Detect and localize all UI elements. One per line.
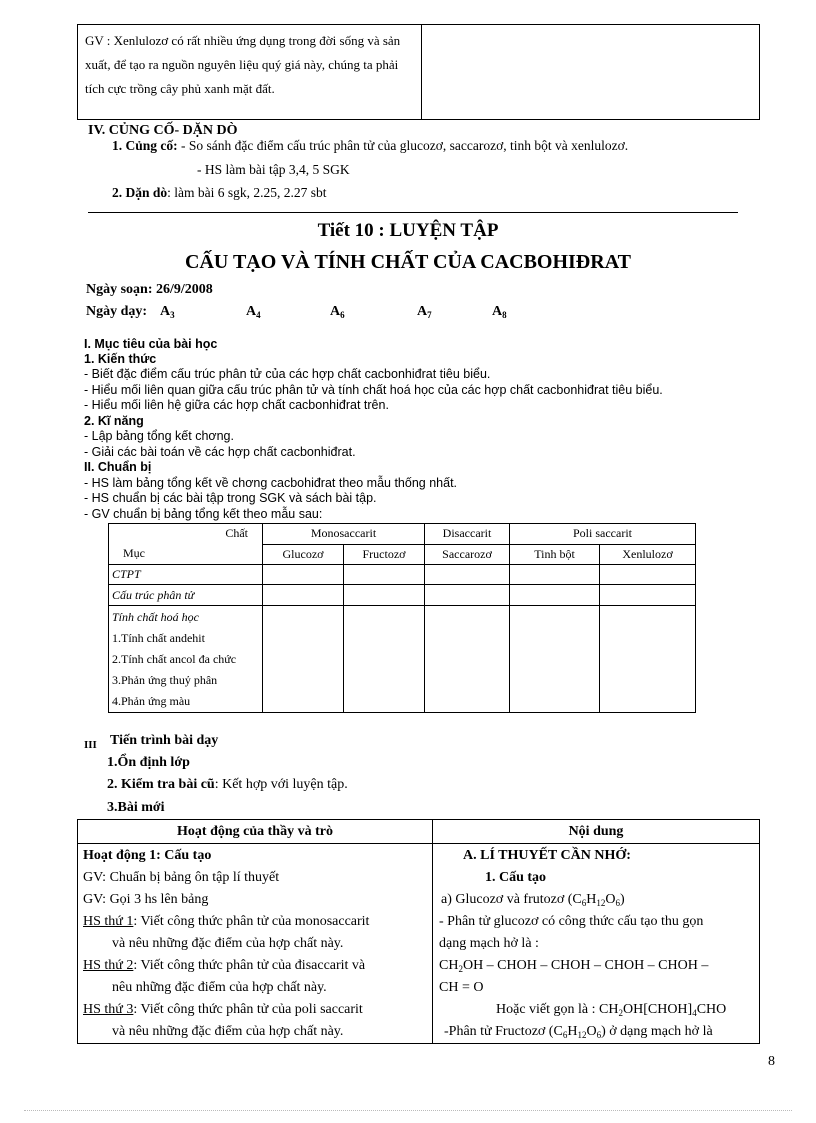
lesson-subtitle: CẤU TẠO VÀ TÍNH CHẤT CỦA CACBOHIĐRAT — [185, 251, 631, 273]
class-a3: $A_3$ — [160, 304, 175, 320]
group-header: Monosaccarit — [263, 524, 425, 545]
class-a6: $A_6$ — [330, 304, 345, 320]
dando-label: 2. Dặn dò — [112, 185, 168, 200]
kienthuc-item: - Hiểu mối liên quan giữa cấu trúc phân tử và tính chất hoá học của các hợp chất cacbonhiđrat tiêu biểu. — [84, 383, 663, 397]
column-header: Fructozơ — [344, 544, 425, 565]
step-1: 1.Ổn định lớp — [107, 755, 190, 770]
lesson-table — [77, 819, 760, 1044]
chuanbi-item: - HS làm bảng tổng kết về chơng cacbohiđrat theo mẫu thống nhất. — [84, 476, 458, 490]
hs2-line: HS thứ 2: Viết công thức phân tử của đisaccarit và — [83, 958, 366, 973]
lesson-title: Tiết 10 : LUYỆN TẬP — [317, 220, 499, 241]
header-divider — [78, 843, 759, 844]
kinang-item: - Giải các bài toán về các hợp chất cacbonhiđrat. — [84, 445, 356, 459]
dando-text: : làm bài 6 sgk, 2.25, 2.27 sbt — [167, 185, 327, 200]
column-header: Tinh bột — [510, 544, 600, 565]
column-header: Xenlulozơ — [600, 544, 696, 565]
page-number: 8 — [768, 1054, 775, 1069]
dando-line — [112, 184, 327, 202]
summary-table — [108, 523, 696, 713]
section-iv-heading: IV. CỦNG CỐ- DẶN DÒ — [88, 123, 238, 138]
ngay-day-label: Ngày dạy: — [86, 304, 148, 319]
col1-header: Hoạt động của thầy và trò — [177, 824, 333, 839]
gv-line: GV: Chuẩn bị bảng ôn tập lí thuyết — [83, 870, 280, 885]
cungco-text: - So sánh đặc điểm cấu trúc phân tử của glucozơ, saccarozơ, tinh bột và xenlulozơ. — [181, 138, 629, 153]
property-item: 2.Tính chất ancol đa chức — [112, 652, 237, 666]
footer-rule — [24, 1110, 792, 1111]
table-divider — [421, 25, 422, 119]
kienthuc-item: - Biết đặc điểm cấu trúc phân tử của các hợp chất cacbonhiđrat tiêu biểu. — [84, 367, 491, 381]
step-2 — [107, 774, 348, 796]
property-item: 4.Phản ứng màu — [112, 694, 191, 708]
content-line-f: Hoặc viết gọn là : $CH_2OH[CHOH]_4CHO$ — [496, 1002, 727, 1018]
step-2-text: : Kết hợp với luyện tập. — [214, 777, 348, 792]
content-line-b: - Phân tử glucozơ có công thức cấu tạo thu gọn — [439, 914, 704, 929]
kinang-item: - Lập bảng tổng kết chơng. — [84, 429, 234, 443]
property-item: 3.Phản ứng thuỷ phân — [112, 673, 218, 687]
kienthuc-item: - Hiểu mối liên hệ giữa các hợp chất cacbonhiđrat trên. — [84, 398, 389, 412]
ngay-day — [86, 301, 147, 323]
row-label: Cấu trúc phân tử — [109, 585, 263, 606]
subsection-1: 1. Cấu tạo — [485, 870, 547, 885]
row-label: CTPT — [109, 565, 263, 585]
hs1-cont: và nêu những đặc điểm của hợp chất này. — [112, 936, 344, 951]
section-ii-heading: II. Chuẩn bị — [84, 460, 152, 474]
property-item: 1.Tính chất andehit — [112, 631, 205, 645]
corner-cell — [109, 524, 263, 565]
properties-cell — [109, 606, 263, 713]
content-line-d: $CH_2OH$ – CHOH – CHOH – CHOH – CHOH – — [439, 958, 709, 974]
hs1-line: HS thứ 1: Viết công thức phân tử của monosaccarit — [83, 914, 370, 929]
column-header: Glucozơ — [263, 544, 344, 565]
content-line-g: -Phân tử Fructozơ $(C_6H_{12}O_6)$ ở dạng mạch hở là — [444, 1024, 713, 1040]
properties-heading: Tính chất hoá học — [112, 610, 199, 624]
class-a4: $A_4$ — [246, 304, 261, 320]
ngay-soan: Ngày soạn: 26/9/2008 — [86, 282, 213, 297]
section-iii-heading: Tiến trình bài dạy — [110, 733, 219, 748]
gv-line: GV: Gọi 3 hs lên bảng — [83, 892, 209, 907]
column-header: Saccarozơ — [425, 544, 510, 565]
hs2-cont: nêu những đặc điểm của hợp chất này. — [112, 980, 327, 995]
step-3: 3.Bài mới — [107, 800, 165, 815]
cungco-label: 1. Củng cố: — [112, 138, 178, 153]
content-line-c: dạng mạch hở là : — [439, 936, 539, 951]
column-divider — [432, 820, 433, 1043]
section-i-heading: I. Mục tiêu của bài học — [84, 337, 218, 351]
content-line-e: CH = O — [439, 980, 484, 995]
activity-title: Hoạt động 1: Cấu tạo — [83, 848, 212, 863]
teacher-note: GV : Xenlulozơ có rất nhiều ứng dụng trong đời sống và sản xuất, để tạo ra nguồn nguyên liệu quý giá này, chúng ta phải tích cực trồng cây phủ xanh mặt đất. — [85, 33, 401, 96]
group-header: Poli saccarit — [510, 524, 696, 545]
class-a7: $A_7$ — [417, 304, 432, 320]
cungco-line — [112, 137, 628, 155]
corner-bottom-label: Mục — [123, 546, 145, 560]
chuanbi-item: - HS chuẩn bị các bài tập trong SGK và sách bài tập. — [84, 491, 377, 505]
group-header: Disaccarit — [425, 524, 510, 545]
kienthuc-heading: 1. Kiến thức — [84, 352, 157, 366]
hs3-cont: và nêu những đặc điểm của hợp chất này. — [112, 1024, 344, 1039]
col2-header: Nội dung — [568, 824, 624, 839]
top-table — [77, 24, 760, 120]
step-2-label: 2. Kiểm tra bài cũ — [107, 777, 215, 792]
hs3-line: HS thứ 3: Viết công thức phân tử của poli saccarit — [83, 1002, 363, 1017]
chuanbi-item: - GV chuẩn bị bảng tổng kết theo mẫu sau: — [84, 507, 323, 521]
content-line-a: a) Glucozơ và frutozơ $(C_6H_{12}O_6)$ — [441, 892, 625, 908]
section-iii-roman: III — [84, 739, 97, 751]
separator-line — [88, 212, 738, 213]
kinang-heading: 2. Kĩ năng — [84, 414, 144, 428]
section-a: A. LÍ THUYẾT CẦN NHỚ: — [463, 848, 631, 863]
corner-top-label: Chất — [225, 526, 248, 540]
class-a8: $A_8$ — [492, 304, 507, 320]
hs-homework: - HS làm bài tập 3,4, 5 SGK — [197, 162, 350, 177]
